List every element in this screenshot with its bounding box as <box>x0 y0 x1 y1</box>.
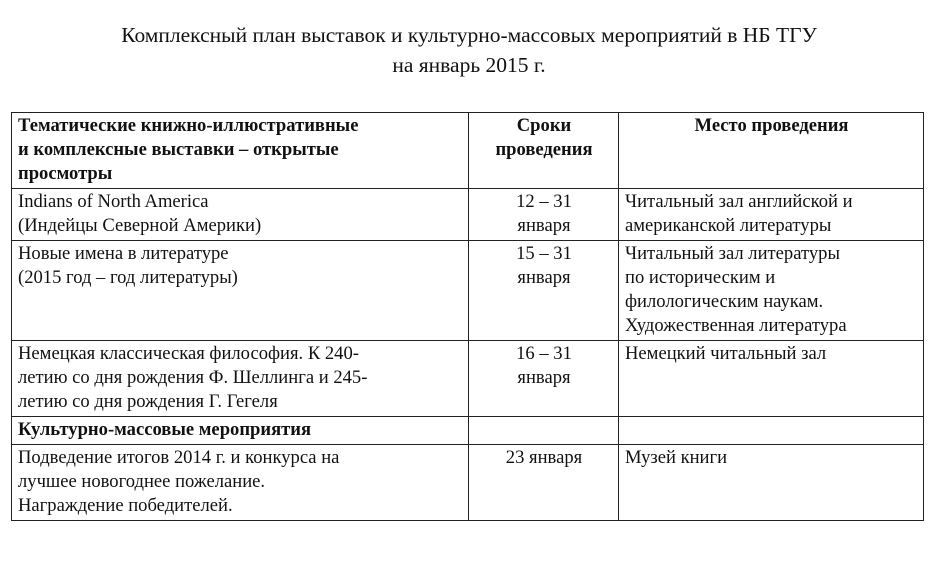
exhibition-title-cell <box>12 341 469 417</box>
header-text: Место проведения <box>694 115 849 136</box>
table-row <box>12 241 924 341</box>
empty-cell <box>469 417 619 445</box>
cell-text: Немецкая классическая философия. К 240- <box>18 343 359 364</box>
cell-text: летию со дня рождения Г. Гегеля <box>18 391 278 412</box>
cell-text: января <box>517 267 571 288</box>
cell-text: лучшее новогоднее пожелание. <box>18 471 266 492</box>
document-title <box>0 20 938 80</box>
cell-text: 12 – 31 <box>516 191 572 212</box>
cell-text: Новые имена в литературе <box>18 243 229 264</box>
cell-text: Читальный зал английской и <box>625 191 853 212</box>
cell-text: американской литературы <box>625 215 832 236</box>
header-text: проведения <box>495 139 593 160</box>
exhibition-dates-cell <box>469 341 619 417</box>
cell-text: Награждение победителей. <box>18 495 233 516</box>
header-text: Тематические книжно-иллюстративные <box>18 115 359 136</box>
header-text: и комплексные выставки – открытые <box>18 139 339 160</box>
table-row <box>12 341 924 417</box>
exhibition-place-cell <box>619 189 924 241</box>
document-title-line-2: на январь 2015 г. <box>392 53 546 77</box>
cell-text: января <box>517 367 571 388</box>
header-place <box>619 113 924 189</box>
cell-text: филологическим наукам. <box>625 291 824 312</box>
cell-text: Немецкий читальный зал <box>625 343 827 364</box>
cell-text: (2015 год – год литературы) <box>18 267 238 288</box>
cell-text: Подведение итогов 2014 г. и конкурса на <box>18 447 340 468</box>
table-header-row <box>12 113 924 189</box>
document-title-line-1: Комплексный план выставок и культурно-массовых мероприятий в НБ ТГУ <box>121 23 817 47</box>
exhibition-dates-cell <box>469 241 619 341</box>
exhibition-place-cell <box>619 241 924 341</box>
cell-text: Музей книги <box>625 447 728 468</box>
cell-text: 16 – 31 <box>516 343 572 364</box>
table-row <box>12 189 924 241</box>
cell-text: Читальный зал литературы <box>625 243 840 264</box>
section-heading-cell <box>12 417 469 445</box>
header-text: Сроки <box>516 115 572 136</box>
event-place-cell <box>619 445 924 521</box>
exhibition-title-cell <box>12 241 469 341</box>
empty-cell <box>619 417 924 445</box>
cell-text: 23 января <box>505 447 583 468</box>
exhibition-place-cell <box>619 341 924 417</box>
event-title-cell <box>12 445 469 521</box>
cell-text: летию со дня рождения Ф. Шеллинга и 245- <box>18 367 368 388</box>
event-date-cell <box>469 445 619 521</box>
cell-text: Художественная литература <box>625 315 847 336</box>
header-text: просмотры <box>18 163 113 184</box>
header-exhibitions <box>12 113 469 189</box>
exhibition-dates-cell <box>469 189 619 241</box>
cell-text: 15 – 31 <box>516 243 572 264</box>
events-plan-table <box>11 112 924 521</box>
section-row <box>12 417 924 445</box>
cell-text: по историческим и <box>625 267 776 288</box>
header-dates <box>469 113 619 189</box>
section-heading: Культурно-массовые мероприятия <box>18 419 312 440</box>
cell-text: (Индейцы Северной Америки) <box>18 215 262 236</box>
table-row <box>12 445 924 521</box>
cell-text: января <box>517 215 571 236</box>
exhibition-title-cell <box>12 189 469 241</box>
cell-text: Indians of North America <box>18 191 209 212</box>
